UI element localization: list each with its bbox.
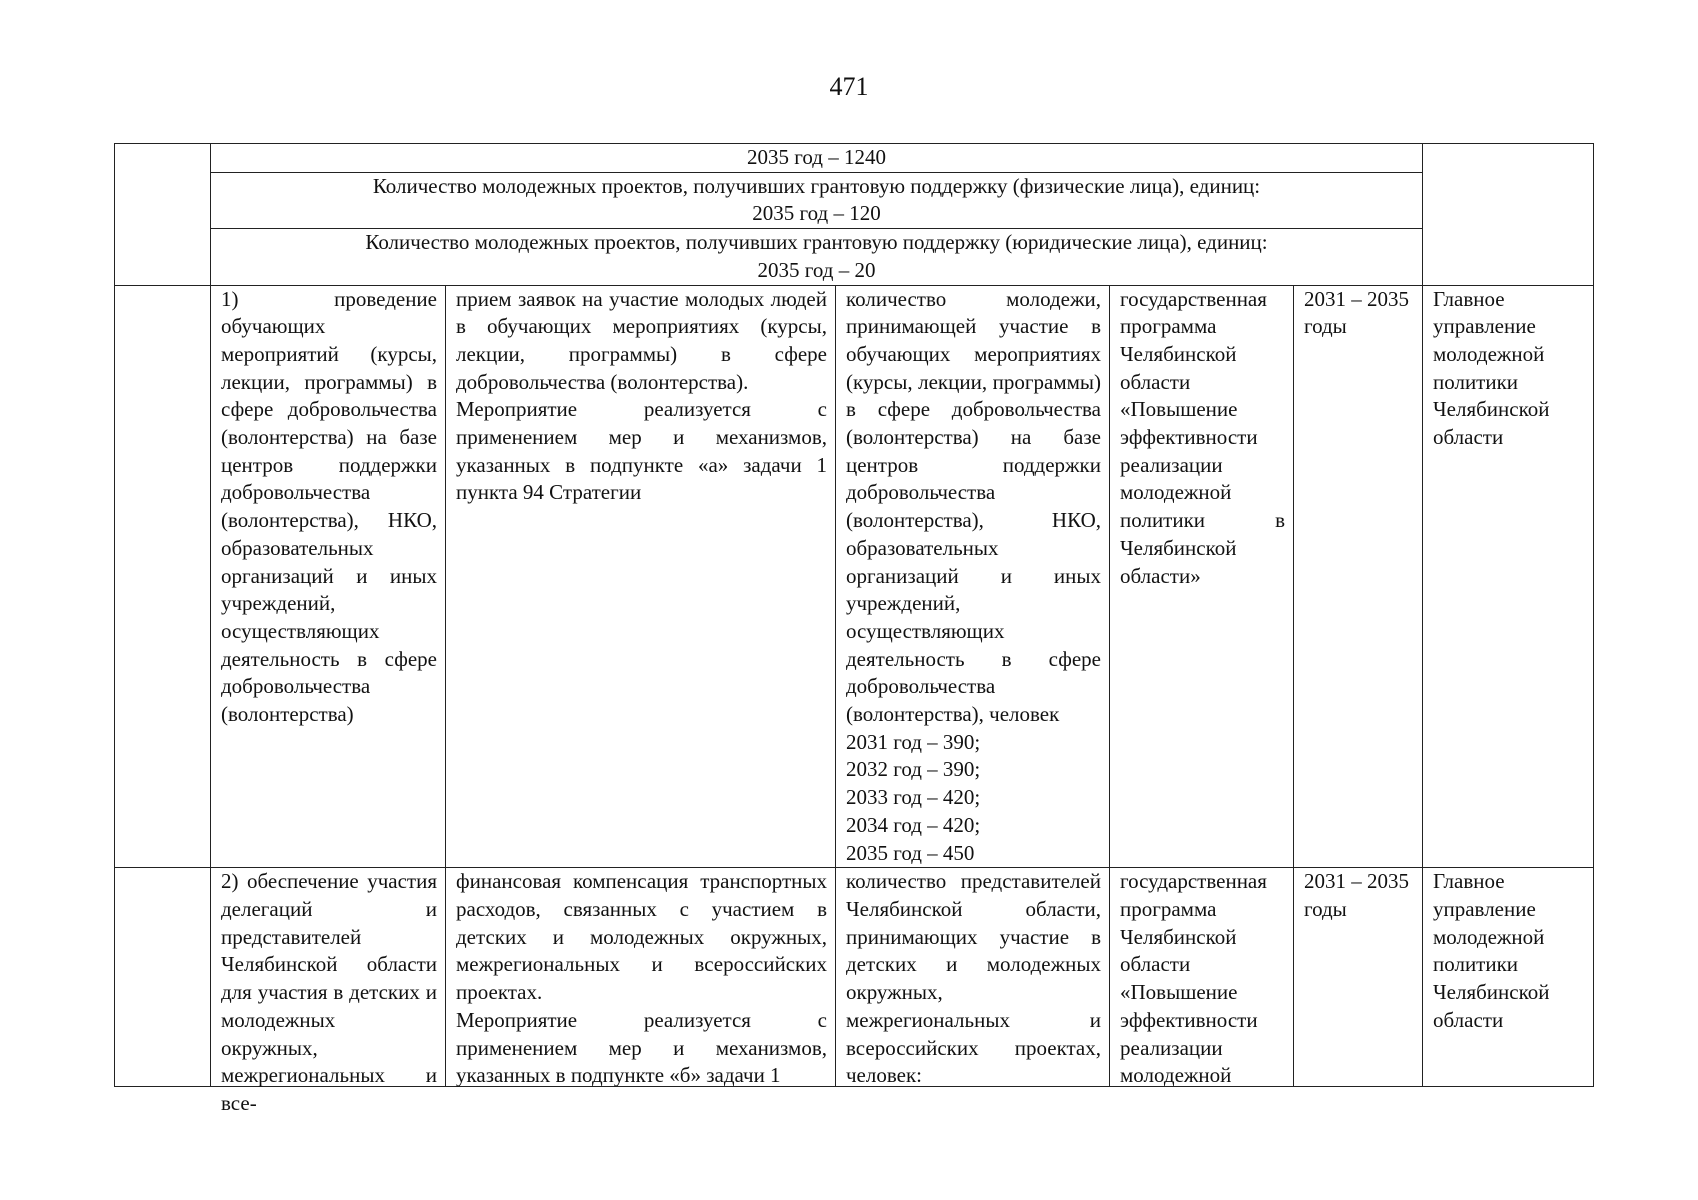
mechanism-text: прием заявок на участие молодых людей в обучающих мероприятиях (курсы, лекции, программы) в сфере добровольчества (волонтерства). [456, 286, 827, 394]
activity-cell [211, 868, 446, 1115]
responsible-cell [1423, 868, 1594, 1087]
grant-legal-value: 2035 год – 20 [757, 257, 876, 282]
responsible-cell: Главное управление молодежной политики Челябинской области [1423, 285, 1594, 868]
indicator-value: 2031 год – 390; [846, 729, 981, 754]
header-row-2 [115, 172, 1594, 228]
indicator-value: 2035 год – 450 [846, 840, 975, 865]
grant-individuals-cell [211, 172, 1423, 228]
header-row-1 [115, 144, 1594, 173]
mechanism-note: Мероприятие реализуется с применением мер и механизмов, указанных в подпункте «а» задачи 1 пункта 94 Стратегии [456, 397, 827, 505]
table-row [115, 285, 1594, 868]
number-cell [115, 868, 211, 1087]
program-cell [1110, 868, 1294, 1087]
target-value-cell [211, 144, 1423, 173]
indicator-text: количество молодежи, принимающей участие в обучающих мероприятиях (курсы, лекции, программы) в сфере добровольчества (волонтерства) на базе центров поддержки добровольчества (волонтерства), НКО, образовательных организаций и иных учреждений, осуществляющих деятельность в сфере добровольчества (волонтерства), человек [846, 286, 1101, 727]
program-cell: государственная программа Челябинской области «Повышение эффективности реализации молодежной политики в Челябинской области» [1110, 285, 1294, 868]
period-cell [1294, 868, 1423, 1087]
period-cell: 2031 – 2035 годы [1294, 285, 1423, 868]
indicator-value: 2032 год – 390; [846, 757, 981, 782]
activity-text: 2) обеспечение участия делегаций и представителей Челябинской области для участия в детских и молодежных окружных, межрегиональных и все- [221, 869, 437, 1115]
number-cell [115, 285, 211, 868]
mechanism-text: финансовая компенсация транспортных расходов, связанных с участием в детских и молодежных окружных, межрегиональных и всероссийских проектах. [456, 869, 827, 1005]
period-text: 2031 – 2035 годы [1304, 869, 1409, 921]
table-row [115, 868, 1594, 1087]
empty-number-cell [115, 144, 211, 286]
activity-cell: 1) проведение обучающих мероприятий (курсы, лекции, программы) в сфере добровольчества (волонтерства) на базе центров поддержки добровольчества (волонтерства), НКО, образовательных организаций и иных учреждений, осуществляющих деятельность в сфере добровольчества (волонтерства) [211, 285, 446, 868]
indicator-cell [836, 868, 1110, 1087]
header-row-3 [115, 229, 1594, 285]
grant-individuals-title: Количество молодежных проектов, получивших грантовую поддержку (физические лица), единиц: [372, 173, 1261, 198]
program-text: государственная программа Челябинской области «Повышение эффективности реализации молодежной [1120, 869, 1267, 1088]
mechanism-note: Мероприятие реализуется с применением мер и механизмов, указанных в подпункте «б» задачи 1 [456, 1007, 827, 1088]
mechanism-cell [446, 868, 836, 1087]
mechanism-cell [446, 285, 836, 868]
indicator-value: 2033 год – 420; [846, 785, 981, 810]
responsible-text: Главное управление молодежной политики Челябинской области [1433, 869, 1550, 1032]
grant-legal-cell [211, 229, 1423, 285]
page-number: 471 [829, 72, 869, 101]
indicator-cell [836, 285, 1110, 868]
grant-individuals-value: 2035 год – 120 [752, 201, 881, 226]
indicator-text: количество представителей Челябинской области, принимающих участие в детских и молодежных окружных, межрегиональных и всероссийских проектах, человек: [846, 869, 1101, 1088]
grant-legal-title: Количество молодежных проектов, получивших грантовую поддержку (юридические лица), единиц: [365, 230, 1268, 255]
target-line: 2035 год – 1240 [747, 145, 886, 169]
indicator-value: 2034 год – 420; [846, 812, 981, 837]
measures-table [114, 143, 1594, 1115]
empty-responsible-cell [1423, 144, 1594, 286]
